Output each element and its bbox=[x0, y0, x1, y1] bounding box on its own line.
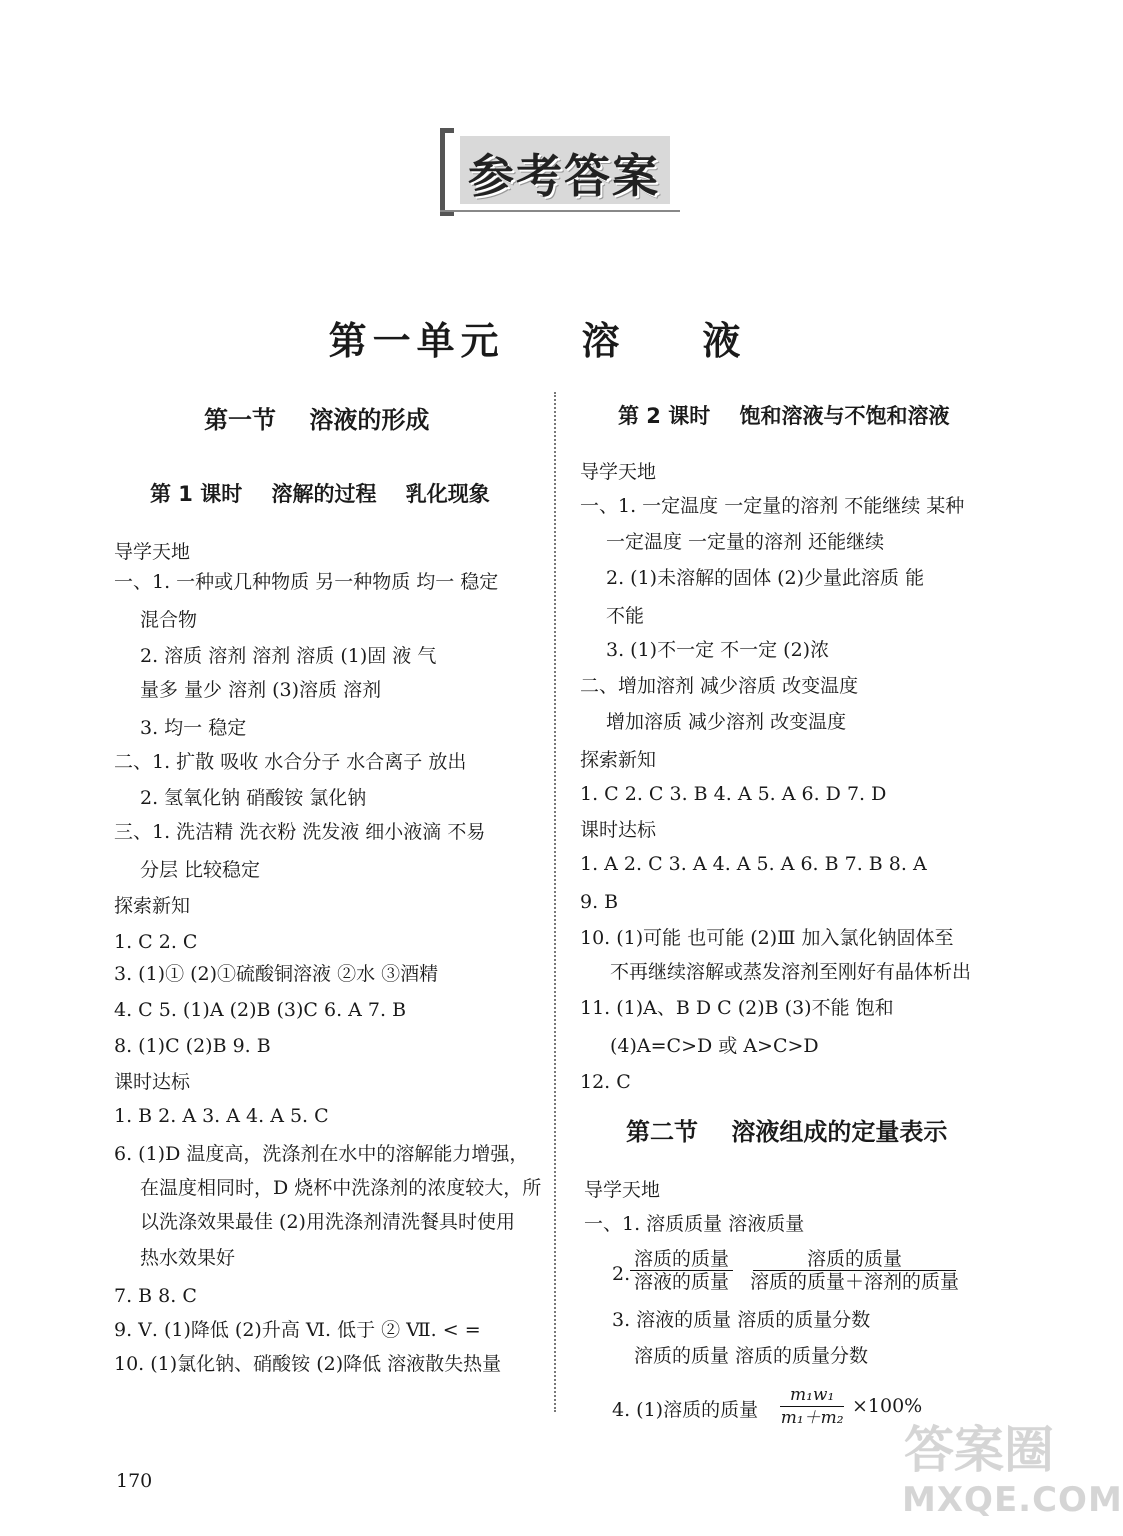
left-line: 三、1. 洗洁精 洗衣粉 洗发液 细小液滴 不易 bbox=[114, 821, 486, 843]
right-line: 导学天地 bbox=[580, 461, 657, 483]
watermark-logo bbox=[900, 1410, 1123, 1530]
right-line: 二、增加溶剂 减少溶质 改变温度 bbox=[580, 675, 859, 697]
right-line: 3. (1)不一定 不一定 (2)浓 bbox=[606, 639, 830, 661]
left-line: 8. (1)C (2)B 9. B bbox=[114, 1035, 271, 1057]
right-line: 3. 溶液的质量 溶质的质量分数 bbox=[612, 1309, 871, 1331]
right-line: 1. A 2. C 3. A 4. A 5. A 6. B 7. B 8. A bbox=[580, 853, 927, 875]
left-line: 7. B 8. C bbox=[114, 1285, 197, 1307]
right-line: 导学天地 bbox=[584, 1179, 661, 1201]
left-line: 9. Ⅴ. (1)降低 (2)升高 Ⅵ. 低于 ② Ⅶ. < = bbox=[114, 1319, 481, 1341]
right-line: 探索新知 bbox=[580, 749, 657, 771]
right-line: 不再继续溶解或蒸发溶剂至刚好有晶体析出 bbox=[610, 961, 972, 983]
right-line: 11. (1)A、B D C (2)B (3)不能 饱和 bbox=[580, 997, 894, 1019]
fraction-numerator: 溶质的质量 bbox=[753, 1248, 956, 1271]
right-line: (4)A=C>D 或 A>C>D bbox=[610, 1035, 819, 1057]
left-line: 以洗涤效果最佳 (2)用洗涤剂清洗餐具时使用 bbox=[140, 1211, 515, 1233]
right-line: 一、1. 溶质质量 溶液质量 bbox=[584, 1213, 805, 1235]
right-line: 一、1. 一定温度 一定量的溶剂 不能继续 某种 bbox=[580, 495, 965, 517]
left-line: 课时达标 bbox=[114, 1071, 191, 1093]
left-line: 6. (1)D 温度高，洗涤剂在水中的溶解能力增强， bbox=[114, 1143, 529, 1165]
right-line: 2. (1)未溶解的固体 (2)少量此溶质 能 bbox=[606, 567, 925, 589]
left-line: 量多 量少 溶剂 (3)溶质 溶剂 bbox=[140, 679, 382, 701]
item4-prefix: 4. (1)溶质的质量 bbox=[612, 1399, 759, 1421]
left-lesson-title: 第 1 课时 溶解的过程 乳化现象 bbox=[150, 482, 490, 506]
left-line: 一、1. 一种或几种物质 另一种物质 均一 稳定 bbox=[114, 571, 499, 593]
answer-banner bbox=[440, 128, 680, 216]
left-section-title: 第一节 溶液的形成 bbox=[204, 406, 430, 434]
frac1-prefix: 2. bbox=[612, 1263, 631, 1285]
left-line: 二、1. 扩散 吸收 水合分子 水合离子 放出 bbox=[114, 751, 467, 773]
item4-suffix: ×100% bbox=[852, 1395, 923, 1417]
left-line: 1. B 2. A 3. A 4. A 5. C bbox=[114, 1105, 329, 1127]
left-line: 10. (1)氯化钠、硝酸铵 (2)降低 溶液散失热量 bbox=[114, 1353, 502, 1375]
left-line: 4. C 5. (1)A (2)B (3)C 6. A 7. B bbox=[114, 999, 407, 1021]
right-line: 不能 bbox=[606, 605, 645, 627]
left-line: 探索新知 bbox=[114, 895, 191, 917]
left-line: 导学天地 bbox=[114, 541, 191, 563]
right-line: 增加溶质 减少溶剂 改变温度 bbox=[606, 711, 847, 733]
left-line: 在温度相同时，D 烧杯中洗涤剂的浓度较大，所 bbox=[140, 1177, 542, 1199]
fraction-denominator: m₁＋m₂ bbox=[780, 1408, 844, 1428]
fraction-numerator: m₁w₁ bbox=[780, 1384, 844, 1407]
page-number: 170 bbox=[116, 1470, 153, 1492]
left-line: 2. 氢氧化钠 硝酸铵 氯化钠 bbox=[140, 787, 367, 809]
left-line: 3. (1)① (2)①硫酸铜溶液 ②水 ③酒精 bbox=[114, 963, 439, 985]
fraction-mass-ratio bbox=[780, 1384, 844, 1429]
banner-underline bbox=[440, 210, 680, 212]
left-line: 2. 溶质 溶剂 溶剂 溶质 (1)固 液 气 bbox=[140, 645, 437, 667]
left-line: 1. C 2. C bbox=[114, 931, 198, 953]
fraction-numerator: 溶质的质量 bbox=[630, 1248, 733, 1271]
unit-title: 第一单元 溶 液 bbox=[328, 318, 747, 363]
right-line: 9. B bbox=[580, 891, 619, 913]
fraction-solute-over-solution bbox=[630, 1248, 733, 1293]
banner-title: 参考答案 bbox=[468, 149, 660, 203]
right-line: 1. C 2. C 3. B 4. A 5. A 6. D 7. D bbox=[580, 783, 887, 805]
right-line: 12. C bbox=[580, 1071, 631, 1093]
left-line: 混合物 bbox=[140, 609, 198, 631]
left-line: 3. 均一 稳定 bbox=[140, 717, 247, 739]
fraction-denominator: 溶质的质量＋溶剂的质量 bbox=[750, 1271, 960, 1293]
right-line: 一定温度 一定量的溶剂 还能继续 bbox=[606, 531, 885, 553]
right-line: 10. (1)可能 也可能 (2)Ⅲ 加入氯化钠固体至 bbox=[580, 927, 954, 949]
right-line: 溶质的质量 溶质的质量分数 bbox=[634, 1345, 869, 1367]
fraction-denominator: 溶液的质量 bbox=[634, 1271, 730, 1293]
right-section-title: 第二节 溶液组成的定量表示 bbox=[626, 1118, 948, 1146]
banner-bracket bbox=[440, 128, 454, 216]
column-divider bbox=[554, 392, 556, 1412]
watermark-text: 答案圈 bbox=[904, 1421, 1054, 1479]
right-lesson-title: 第 2 课时 饱和溶液与不饱和溶液 bbox=[618, 404, 950, 428]
left-line: 分层 比较稳定 bbox=[140, 859, 261, 881]
watermark-url: MXQE.COM bbox=[902, 1480, 1123, 1520]
left-line: 热水效果好 bbox=[140, 1247, 236, 1269]
right-line: 课时达标 bbox=[580, 819, 657, 841]
fraction-solute-over-sum bbox=[750, 1248, 959, 1293]
